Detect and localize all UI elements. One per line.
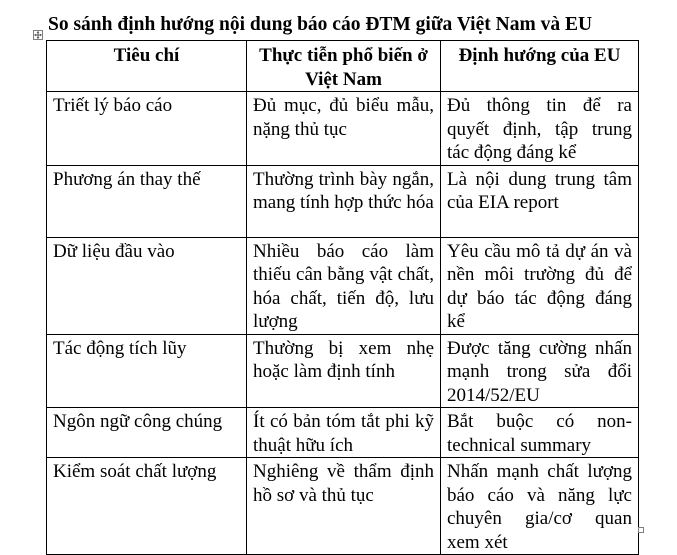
comparison-table xyxy=(46,40,639,555)
criteria-cell: Triết lý báo cáo xyxy=(47,92,247,166)
table-resize-handle-icon[interactable] xyxy=(638,527,644,533)
column-header-criteria: Tiêu chí xyxy=(47,41,247,92)
vietnam-practice-cell: Nghiêng về thẩm định hồ sơ và thủ tục xyxy=(247,458,441,555)
eu-orientation-cell: Đủ thông tin để ra quyết định, tập trung tác động đáng kể xyxy=(441,92,639,166)
eu-orientation-cell: Là nội dung trung tâm của EIA report xyxy=(441,165,639,237)
eu-orientation-cell: Nhấn mạnh chất lượng báo cáo và năng lực chuyên gia/cơ quan xem xét xyxy=(441,458,639,555)
vietnam-practice-cell: Ít có bản tóm tắt phi kỹ thuật hữu ích xyxy=(247,408,441,458)
table-row xyxy=(47,408,639,458)
vietnam-practice-cell: Nhiều báo cáo làm thiếu cân bằng vật chất, hóa chất, tiến độ, lưu lượng xyxy=(247,237,441,334)
table-header-row xyxy=(47,41,639,92)
criteria-cell: Dữ liệu đầu vào xyxy=(47,237,247,334)
document-title: So sánh định hướng nội dung báo cáo ĐTM giữa Việt Nam và EU xyxy=(48,14,593,35)
eu-orientation-cell: Yêu cầu mô tả dự án và nền môi trường đủ để dự báo tác động đáng kể xyxy=(441,237,639,334)
criteria-cell: Tác động tích lũy xyxy=(47,334,247,408)
column-header-eu-orientation: Định hướng của EU xyxy=(441,41,639,92)
column-header-vietnam-practice: Thực tiễn phổ biến ở Việt Nam xyxy=(247,41,441,92)
vietnam-practice-cell: Thường bị xem nhẹ hoặc làm định tính xyxy=(247,334,441,408)
table-row xyxy=(47,165,639,237)
criteria-cell: Ngôn ngữ công chúng xyxy=(47,408,247,458)
table-row xyxy=(47,458,639,555)
table-row xyxy=(47,237,639,334)
eu-orientation-cell: Bắt buộc có non-technical summary xyxy=(441,408,639,458)
criteria-cell: Kiểm soát chất lượng xyxy=(47,458,247,555)
table-row xyxy=(47,334,639,408)
eu-orientation-cell: Được tăng cường nhấn mạnh trong sửa đổi 2014/52/EU xyxy=(441,334,639,408)
vietnam-practice-cell: Thường trình bày ngắn, mang tính hợp thức hóa xyxy=(247,165,441,237)
table-move-handle-icon[interactable] xyxy=(33,30,43,40)
vietnam-practice-cell: Đủ mục, đủ biểu mẫu, nặng thủ tục xyxy=(247,92,441,166)
table-row xyxy=(47,92,639,166)
criteria-cell: Phương án thay thế xyxy=(47,165,247,237)
